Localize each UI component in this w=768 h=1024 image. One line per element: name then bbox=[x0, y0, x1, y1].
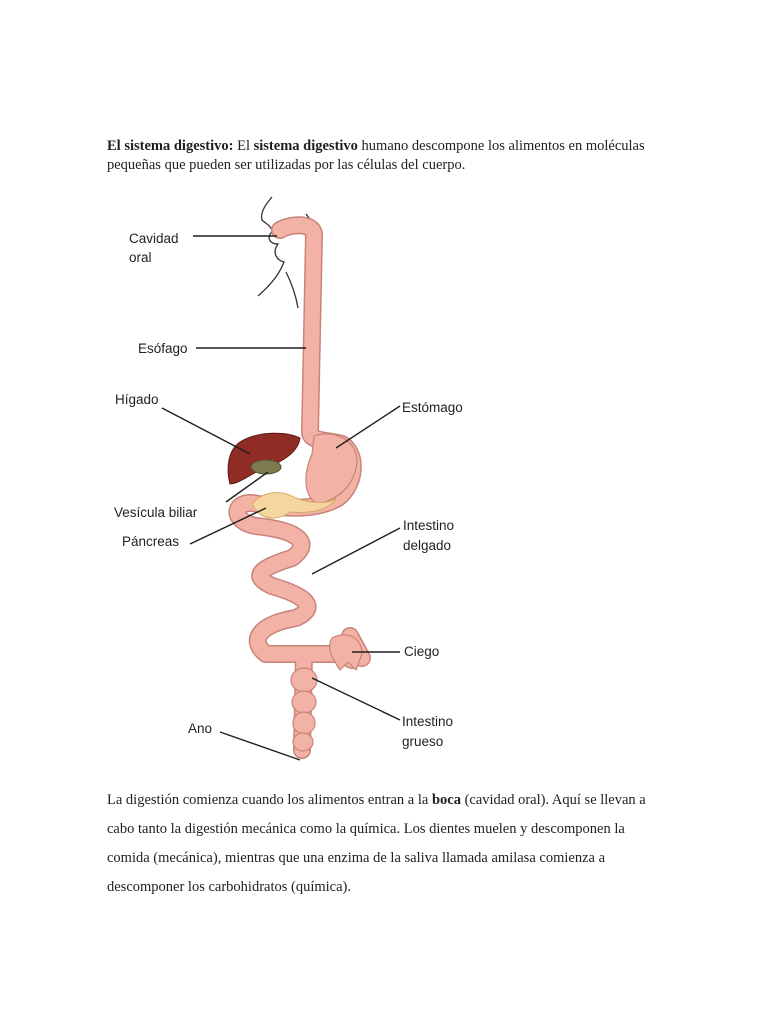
label-pancreas: Páncreas bbox=[122, 534, 180, 549]
label-ano: Ano bbox=[188, 721, 213, 736]
caption-heading: El sistema digestivo: bbox=[107, 138, 234, 154]
label-intestino-delgado-1: Intestino bbox=[403, 518, 455, 533]
paragraph-bold-term: boca bbox=[431, 792, 461, 808]
label-intestino-grueso-2: grueso bbox=[402, 734, 444, 749]
label-intestino-grueso-1: Intestino bbox=[402, 714, 454, 729]
caption-bold-term: sistema digestivo bbox=[253, 138, 358, 154]
label-cavidad-oral-2: oral bbox=[129, 250, 152, 265]
label-ciego: Ciego bbox=[404, 644, 440, 659]
caption-text-1: El bbox=[233, 138, 254, 154]
face-profile bbox=[258, 197, 284, 296]
paragraph-text-1: La digestión comienza cuando los alimentos entran a la bbox=[107, 792, 432, 808]
label-esofago: Esófago bbox=[138, 341, 188, 356]
liver bbox=[228, 433, 300, 484]
label-intestino-delgado-2: delgado bbox=[403, 538, 452, 553]
digestive-system-diagram bbox=[100, 192, 480, 770]
large-intestine bbox=[291, 668, 317, 751]
body-paragraph bbox=[107, 786, 667, 902]
label-cavidad-oral-1: Cavidad bbox=[129, 231, 179, 246]
label-estomago: Estómago bbox=[402, 400, 463, 415]
label-vesicula-biliar: Vesícula biliar bbox=[114, 505, 198, 520]
face-chin-line bbox=[286, 272, 298, 308]
caption-text-2: humano descompone los alimentos en moléculas pequeñas que pueden ser utilizadas por las células del cuerpo. bbox=[107, 138, 645, 173]
figure-caption bbox=[107, 137, 667, 175]
paragraph-text-2: (cavidad oral). Aquí se llevan a cabo tanto la digestión mecánica como la química. Los dientes muelen y descomponen la comida (mecánica), mientras que una enzima de la saliva llamada amilasa comienza a descomponer los carbohidratos (química). bbox=[107, 792, 646, 895]
gallbladder bbox=[251, 460, 281, 474]
label-higado: Hígado bbox=[115, 392, 159, 407]
